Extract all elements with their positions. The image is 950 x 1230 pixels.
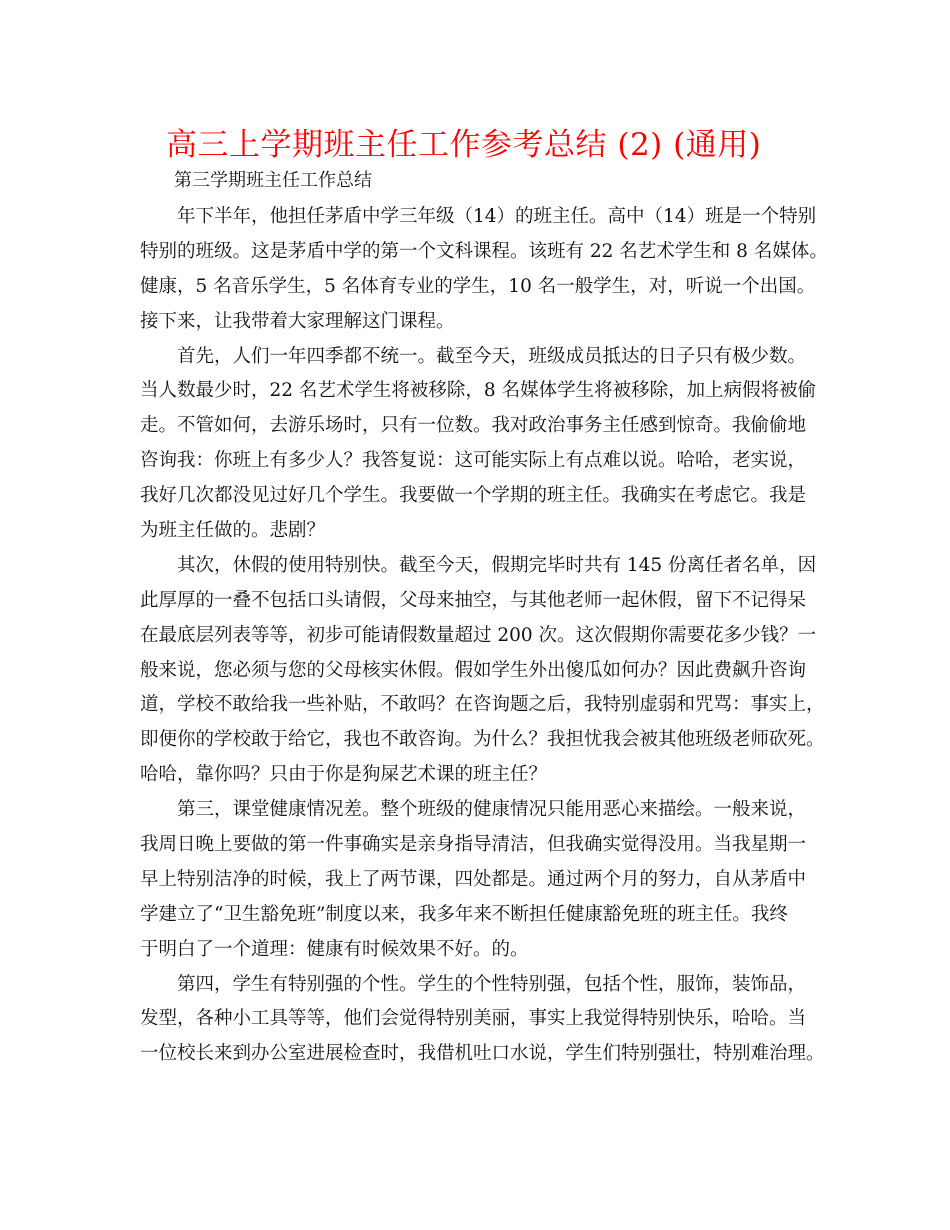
text-line: 即便你的学校敢于给它，我也不敢咨询。为什么？我担忧我会被其他班级老师砍死。 xyxy=(140,729,825,751)
text-line: 健康，5 名音乐学生，5 名体育专业的学生，10 名一般学生，对，听说一个出国。 xyxy=(140,275,816,297)
text-line: 道，学校不敢给我一些补贴，不敢吗？在咨询题之后，我特别虚弱和咒骂：事实上， xyxy=(140,694,825,716)
text-line: 其次，休假的使用特别快。截至今天，假期完毕时共有 145 份离任者名单，因 xyxy=(177,554,817,576)
text-line: 我好几次都没见过好几个学生。我要做一个学期的班主任。我确实在考虑它。我是 xyxy=(140,485,807,507)
text-line: 此厚厚的一叠不包括口头请假，父母来抽空，与其他老师一起休假，留下不记得呆 xyxy=(140,589,807,611)
document-title: 高三上学期班主任工作参考总结 (2) (通用) xyxy=(166,127,762,163)
text-line: 年下半年，他担任茅盾中学三年级（14）的班主任。高中（14）班是一个特别 xyxy=(177,206,817,227)
text-line: 发型，各种小工具等等，他们会觉得特别美丽，事实上我觉得特别快乐，哈哈。当 xyxy=(140,1008,807,1030)
text-line: 学建立了“卫生豁免班”制度以来，我多年来不断担任健康豁免班的班主任。我终 xyxy=(140,903,788,925)
paragraph-4 xyxy=(140,793,840,967)
text-line: 在最底层列表等等，初步可能请假数量超过 200 次。这次假期你需要花多少钱？一 xyxy=(140,624,817,646)
document-subtitle: 第三学期班主任工作总结 xyxy=(174,170,372,191)
text-line: 于明白了一个道理：健康有时候效果不好。的。 xyxy=(140,938,529,960)
paragraph-5 xyxy=(140,968,840,1073)
text-line: 当人数最少时，22 名艺术学生将被移除，8 名媒体学生将被移除，加上病假将被偷 xyxy=(140,380,817,402)
text-line: 特别的班级。这是茅盾中学的第一个文科课程。该班有 22 名艺术学生和 8 名媒体。 xyxy=(140,240,828,262)
text-line: 般来说，您必须与您的父母核实休假。假如学生外出傻瓜如何办？因此费飙升咨询 xyxy=(140,659,807,681)
paragraph-2 xyxy=(140,340,840,549)
text-line: 咨询我：你班上有多少人？我答复说：这可能实际上有点难以说。哈哈，老实说， xyxy=(140,450,807,472)
text-line: 接下来，让我带着大家理解这门课程。 xyxy=(140,310,455,332)
text-line: 一位校长来到办公室进展检查时，我借机吐口水说，学生们特别强壮，特别难治理。 xyxy=(140,1043,825,1065)
text-line: 早上特别洁净的时候，我上了两节课，四处都是。通过两个月的努力，自从茅盾中 xyxy=(140,868,807,890)
paragraph-3 xyxy=(140,549,840,793)
text-line: 第三，课堂健康情况差。整个班级的健康情况只能用恶心来描绘。一般来说， xyxy=(177,799,807,821)
document-body xyxy=(140,200,840,1072)
text-line: 第四，学生有特别强的个性。学生的个性特别强，包括个性，服饰，装饰品， xyxy=(177,973,807,995)
text-line: 我周日晚上要做的第一件事确实是亲身指导清洁，但我确实觉得没用。当我星期一 xyxy=(140,834,807,856)
text-line: 走。不管如何，去游乐场时，只有一位数。我对政治事务主任感到惊奇。我偷偷地 xyxy=(140,415,807,437)
text-line: 为班主任做的。悲剧？ xyxy=(140,520,326,542)
text-line: 哈哈，靠你吗？只由于你是狗屎艺术课的班主任？ xyxy=(140,764,548,786)
text-line: 首先，人们一年四季都不统一。截至今天，班级成员抵达的日子只有极少数。 xyxy=(177,345,807,367)
paragraph-1 xyxy=(140,200,840,340)
